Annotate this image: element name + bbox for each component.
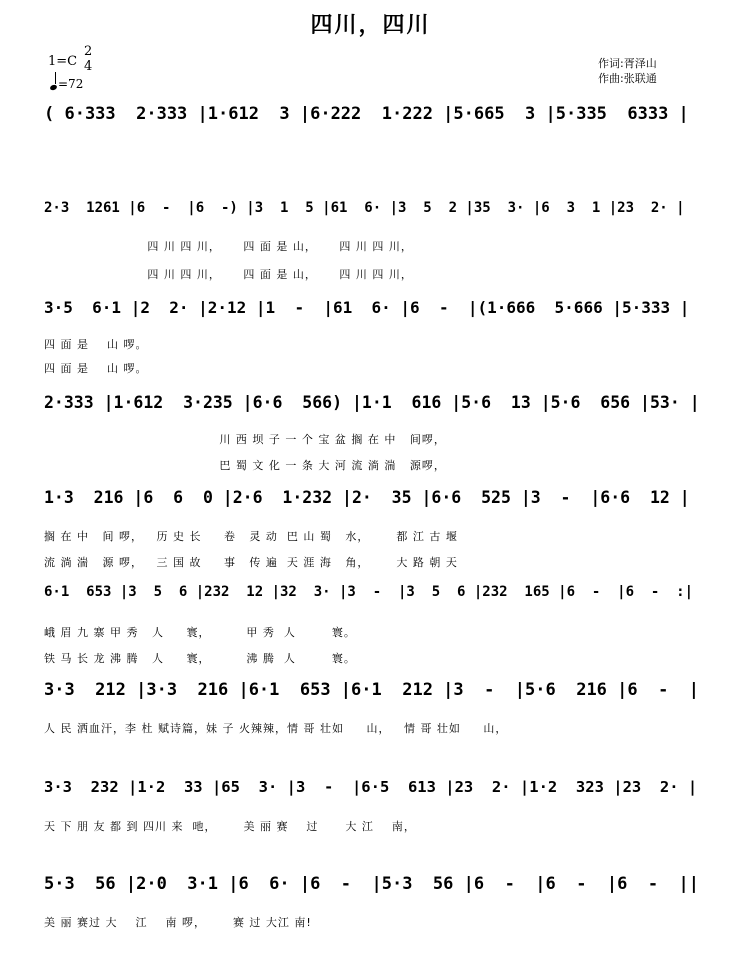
lyrics-verse-1: 人 民 洒血汗，李 杜 赋诗篇，妹 子 火辣辣，情 哥 壮如 山， 情 哥 壮如 山， [44, 722, 508, 735]
lyrics-verse-1: 搁 在 中 间 啰， 历 史 长 卷 灵 动 巴 山 蜀 水， 都 江 古 堰 [44, 530, 458, 543]
notation-row: 6·1 653 |3 5 6 |232 12 |32 3· |3 - |3 5 6 |232 165 |6 - |6 - :| [44, 584, 694, 600]
notation-row: 3·5 6·1 |2 2· |2·12 |1 - |61 6· |6 - |(1·666 5·666 |5·333 | [44, 298, 690, 317]
lyrics-verse-1: 天 下 朋 友 都 到 四川 来 吔， 美 丽 赛 过 大 江 南， [44, 820, 416, 833]
lyrics-verse-2: 四 川 四 川， 四 面 是 山， 四 川 四 川， [44, 268, 413, 281]
notation-row: 5·3 56 |2·0 3·1 |6 6· |6 - |5·3 56 |6 - |6 - |6 - || [44, 874, 700, 894]
lyrics-verse-1: 峨 眉 九 寨 甲 秀 人 寰， 甲 秀 人 寰。 [44, 626, 356, 639]
lyrics-verse-2: 巴 蜀 文 化 一 条 大 河 流 淌 湍 源啰， [44, 459, 446, 472]
lyrics-verse-2: 铁 马 长 龙 沸 腾 人 寰， 沸 腾 人 寰。 [44, 652, 356, 665]
notation-row: 2·3 1261 |6 - |6 -) |3 1 5 |61 6· |3 5 2 |35 3· |6 3 1 |23 2· | [44, 200, 685, 216]
lyricist-credit: 作词:胥泽山 [598, 57, 657, 70]
tempo-marking [50, 76, 83, 91]
notation-row: 3·3 232 |1·2 33 |65 3· |3 - |6·5 613 |23 2· |1·2 323 |23 2· | [44, 778, 698, 796]
lyrics-verse-2: 流 淌 湍 源 啰， 三 国 故 事 传 遍 天 涯 海 角， 大 路 朝 天 [44, 556, 458, 569]
lyrics-verse-1: 美 丽 赛过 大 江 南 啰， 赛 过 大江 南! [44, 916, 312, 929]
quarter-note-stem-icon [55, 72, 56, 84]
time-signature [84, 44, 92, 74]
lyrics-verse-1: 四 川 四 川， 四 面 是 山， 四 川 四 川， [44, 240, 413, 253]
lyrics-verse-1: 川 西 坝 子 一 个 宝 盆 搁 在 中 间啰， [44, 433, 446, 446]
key-signature: 1=C [48, 54, 78, 69]
quarter-note-icon [49, 84, 57, 91]
notation-row: 3·3 212 |3·3 216 |6·1 653 |6·1 212 |3 - |5·6 216 |6 - | [44, 680, 700, 700]
tempo-value: =72 [58, 77, 84, 91]
time-signature-top: 2 [84, 44, 93, 59]
time-signature-bottom: 4 [84, 59, 93, 74]
notation-row: 1·3 216 |6 6 0 |2·6 1·232 |2· 35 |6·6 525 |3 - |6·6 12 | [44, 488, 690, 507]
composer-credit: 作曲:张联通 [598, 72, 657, 85]
notation-row: ( 6·333 2·333 |1·612 3 |6·222 1·222 |5·665 3 |5·335 6333 | [44, 104, 689, 124]
notation-row: 2·333 |1·612 3·235 |6·6 566) |1·1 616 |5·6 13 |5·6 656 |53· | [44, 393, 700, 412]
lyrics-verse-1: 四 面 是 山 啰。 [44, 338, 148, 351]
song-title: 四川，四川 [310, 13, 431, 38]
lyrics-verse-2: 四 面 是 山 啰。 [44, 362, 148, 375]
